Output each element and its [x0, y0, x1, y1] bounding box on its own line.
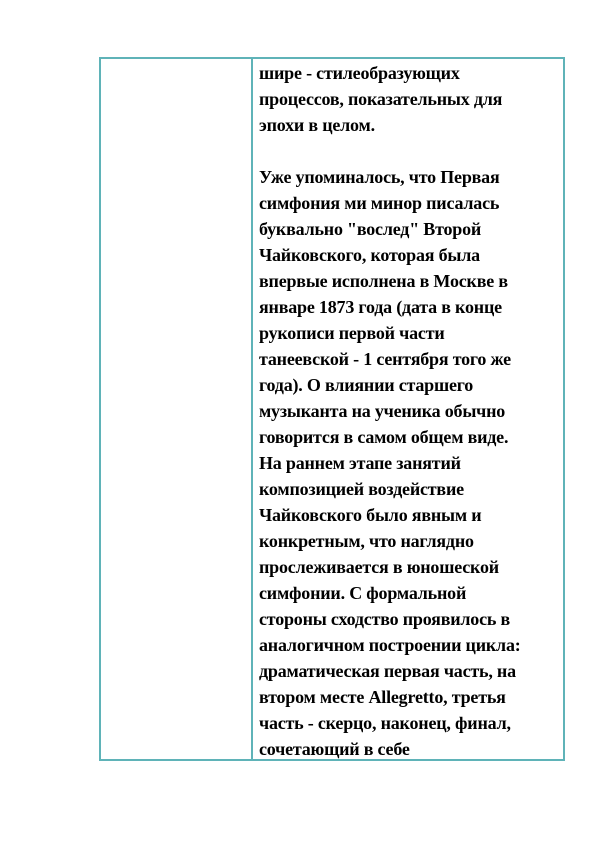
text-line: впервые исполнена в Москве в	[259, 271, 508, 291]
text-line: часть - скерцо, наконец, финал,	[259, 713, 511, 733]
text-line: симфония ми минор писалась	[259, 193, 500, 213]
text-line: рукописи первой части	[259, 323, 445, 343]
text-line: музыканта на ученика обычно	[259, 401, 506, 421]
paragraph-1	[259, 60, 557, 138]
text-line: Чайковского было явным и	[259, 505, 482, 525]
paragraph-gap	[259, 138, 557, 164]
text-line: январе 1873 года (дата в конце	[259, 297, 502, 317]
text-line: втором месте Allegretto, третья	[259, 687, 506, 707]
text-line: Уже упоминалось, что Первая	[259, 167, 500, 187]
text-line: говорится в самом общем виде.	[259, 427, 509, 447]
text-line: аналогичном построении цикла:	[259, 635, 521, 655]
text-line: композицией воздействие	[259, 479, 464, 499]
paragraph-2	[259, 164, 557, 759]
text-line: танеевской - 1 сентября того же	[259, 349, 511, 369]
text-line: сочетающий в себе	[259, 739, 410, 759]
text-line: симфонии. С формальной	[259, 583, 467, 603]
table-right-cell	[253, 59, 563, 759]
text-line: процессов, показательных для	[259, 89, 503, 109]
text-line: эпохи в целом.	[259, 115, 375, 135]
text-line: драматическая первая часть, на	[259, 661, 516, 681]
text-line: шире - стилеобразующих	[259, 63, 460, 83]
text-line: года). О влиянии старшего	[259, 375, 474, 395]
text-line: буквально "вослед" Второй	[259, 219, 482, 239]
text-line: конкретным, что наглядно	[259, 531, 474, 551]
text-line: На раннем этапе занятий	[259, 453, 461, 473]
document-table	[99, 57, 565, 761]
text-line: Чайковского, которая была	[259, 245, 480, 265]
text-line: прослеживается в юношеской	[259, 557, 499, 577]
text-line: стороны сходство проявилось в	[259, 609, 511, 629]
table-left-cell	[101, 59, 253, 759]
